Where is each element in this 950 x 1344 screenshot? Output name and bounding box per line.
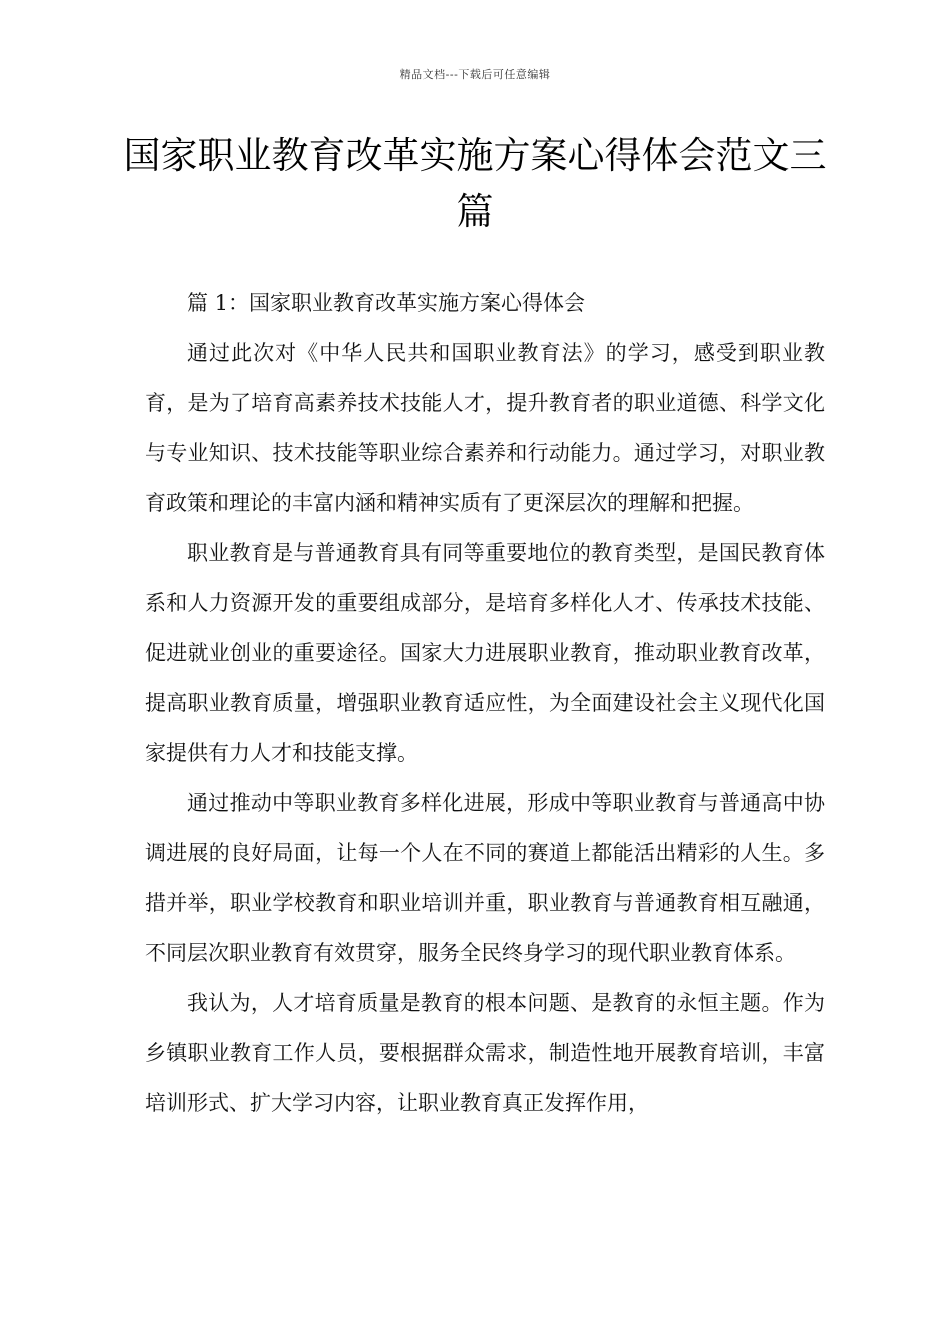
paragraph: 我认为，人才培育质量是教育的根本问题、是教育的永恒主题。作为乡镇职业教育工作人员，要根据群众需求，制造性地开展教育培训，丰富培训形式、扩大学习内容，让职业教育真正发挥作用， [145,991,825,1115]
paragraph: 通过此次对《中华人民共和国职业教育法》的学习，感受到职业教育，是为了培育高素养技术技能人才，提升教育者的职业道德、科学文化与专业知识、技术技能等职业综合素养和行动能力。通过学习，对职业教育政策和理论的丰富内涵和精神实质有了更深层次的理解和把握。 [145,341,825,515]
document-body [145,278,825,1128]
paragraph: 通过推动中等职业教育多样化进展，形成中等职业教育与普通高中协调进展的良好局面，让每一个人在不同的赛道上都能活出精彩的人生。多措并举，职业学校教育和职业培训并重，职业教育与普通教育相互融通，不同层次职业教育有效贯穿，服务全民终身学习的现代职业教育体系。 [145,791,825,965]
paragraph: 职业教育是与普通教育具有同等重要地位的教育类型，是国民教育体系和人力资源开发的重要组成部分，是培育多样化人才、传承技术技能、促进就业创业的重要途径。国家大力进展职业教育，推动职业教育改革，提高职业教育质量，增强职业教育适应性，为全面建设社会主义现代化国家提供有力人才和技能支撑。 [145,541,825,765]
document-title: 国家职业教育改革实施方案心得体会范文三篇 [123,134,827,233]
header-note: 精品文档---下载后可任意编辑 [399,68,551,81]
section-heading: 篇 1：国家职业教育改革实施方案心得体会 [187,291,586,315]
